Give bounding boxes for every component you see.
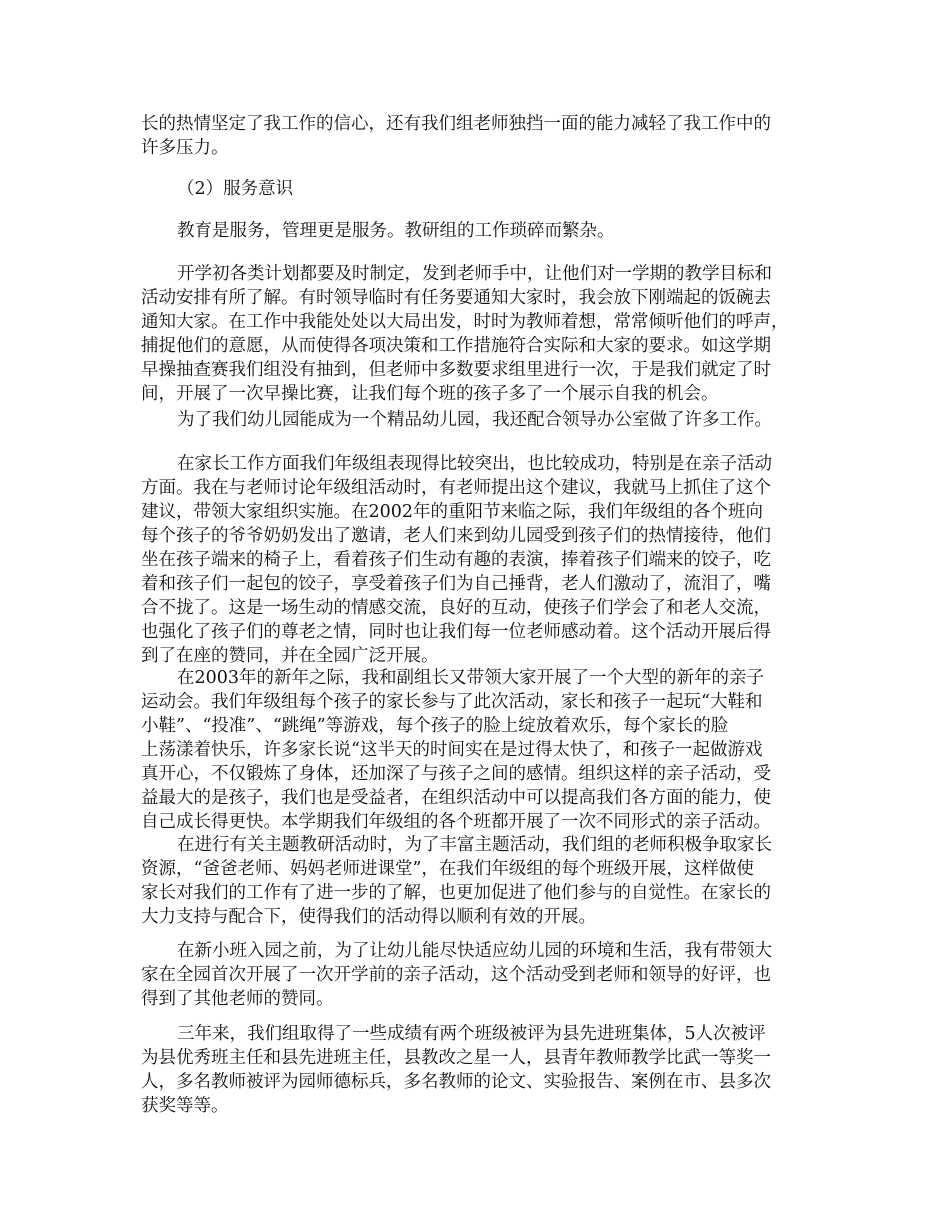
text-line: 长的热情坚定了我工作的信心，还有我们组老师独挡一面的能力减轻了我工作中的 xyxy=(141,114,771,134)
heading-line: （2）服务意识 xyxy=(177,179,294,199)
section-heading xyxy=(141,177,812,201)
text-line: 早操抽查赛我们组没有抽到，但老师中多数要求组里进行一次，于是我们就定了时 xyxy=(141,360,771,380)
paragraph xyxy=(141,262,812,406)
text-line: 益最大的是孩子，我们也是受益者，在组织活动中可以提高我们各方面的能力，使 xyxy=(141,788,771,808)
text-line: 家在全园首次开展了一次开学前的亲子活动，这个活动受到老师和领导的好评，也 xyxy=(141,965,771,985)
text-line: 小鞋”、“投准”、“跳绳”等游戏，每个孩子的脸上绽放着欢乐，每个家长的脸 xyxy=(141,716,729,736)
text-line: 在2003年的新年之际，我和副组长又带领大家开展了一个大型的新年的亲子 xyxy=(177,668,765,688)
text-line: 建议，带领大家组织实施。在2002年的重阳节来临之际，我们年级组的各个班向 xyxy=(141,502,764,522)
text-line: 方面。我在与老师讨论年级组活动时，有老师提出这个建议，我就马上抓住了这个 xyxy=(141,478,771,498)
text-line: 得到了其他老师的赞同。 xyxy=(141,989,334,1009)
text-line: 开学初各类计划都要及时制定，发到老师手中，让他们对一学期的教学目标和 xyxy=(177,264,772,284)
text-line: 着和孩子们一起包的饺子，享受着孩子们为自己捶背，老人们激动了，流泪了，嘴 xyxy=(141,574,771,594)
paragraph xyxy=(141,112,812,160)
text-line: 在新小班入园之前，为了让幼儿能尽快适应幼儿园的环境和生活，我有带领大 xyxy=(177,941,772,961)
text-line: 合不拢了。这是一场生动的情感交流，良好的互动，使孩子们学会了和老人交流， xyxy=(141,598,771,618)
text-line: 资源，“爸爸老师、妈妈老师进课堂”，在我们年级组的每个班级开展，这样做使 xyxy=(141,859,754,879)
text-line: 大力支持与配合下，使得我们的活动得以顺利有效的开展。 xyxy=(141,907,596,927)
paragraph xyxy=(141,452,812,668)
paragraph xyxy=(141,833,812,929)
text-line: 为县优秀班主任和县先进班主任，县教改之星一人，县青年教师教学比武一等奖一 xyxy=(141,1048,771,1068)
text-line: 真开心，不仅锻炼了身体，还加深了与孩子之间的感情。组织这样的亲子活动，受 xyxy=(141,764,771,784)
text-line: 家长对我们的工作有了进一步的了解，也更加促进了他们参与的自觉性。在家长的 xyxy=(141,883,771,903)
text-line: 自己成长得更快。本学期我们年级组的各个班都开展了一次不同形式的亲子活动。 xyxy=(141,812,771,832)
text-line: 教育是服务，管理更是服务。教研组的工作琐碎而繁杂。 xyxy=(177,221,615,241)
text-line: 捕捉他们的意愿，从而使得各项决策和工作措施符合实际和大家的要求。如这学期 xyxy=(141,336,771,356)
paragraph xyxy=(141,219,812,243)
text-line: 在家长工作方面我们年级组表现得比较突出，也比较成功，特别是在亲子活动 xyxy=(177,454,772,474)
text-line: 上荡漾着快乐，许多家长说“这半天的时间实在是过得太快了，和孩子一起做游戏 xyxy=(141,740,763,760)
text-line: 运动会。我们年级组每个孩子的家长参与了此次活动，家长和孩子一起玩“大鞋和 xyxy=(141,692,763,712)
text-line: 三年来，我们组取得了一些成绩有两个班级被评为县先进班集体，5人次被评 xyxy=(177,1024,766,1044)
text-line: 坐在孩子端来的椅子上，看着孩子们生动有趣的表演，捧着孩子们端来的饺子，吃 xyxy=(141,550,771,570)
text-line: 为了我们幼儿园能成为一个精品幼儿园，我还配合领导办公室做了许多工作。 xyxy=(177,410,772,430)
text-line: 活动安排有所了解。有时领导临时有任务要通知大家时，我会放下刚端起的饭碗去 xyxy=(141,288,771,308)
paragraph xyxy=(141,1022,812,1118)
text-line: 人，多名教师被评为园师德标兵，多名教师的论文、实验报告、案例在市、县多次 xyxy=(141,1072,771,1092)
text-line: 许多压力。 xyxy=(141,138,229,158)
paragraph xyxy=(141,939,812,1011)
text-line: 获奖等等。 xyxy=(141,1096,229,1116)
paragraph xyxy=(141,408,812,432)
text-line: 到了在座的赞同，并在全园广泛开展。 xyxy=(141,646,439,666)
text-line: 在进行有关主题教研活动时，为了丰富主题活动，我们组的老师积极争取家长 xyxy=(177,835,772,855)
text-line: 每个孩子的爷爷奶奶发出了邀请，老人们来到幼儿园受到孩子们的热情接待，他们 xyxy=(141,526,771,546)
text-line: 通知大家。在工作中我能处处以大局出发，时时为教师着想，常常倾听他们的呼声， xyxy=(141,312,789,332)
paragraph xyxy=(141,666,812,834)
text-line: 间，开展了一次早操比赛，让我们每个班的孩子多了一个展示自我的机会。 xyxy=(141,384,719,404)
text-line: 也强化了孩子们的尊老之情，同时也让我们每一位老师感动着。这个活动开展后得 xyxy=(141,622,771,642)
